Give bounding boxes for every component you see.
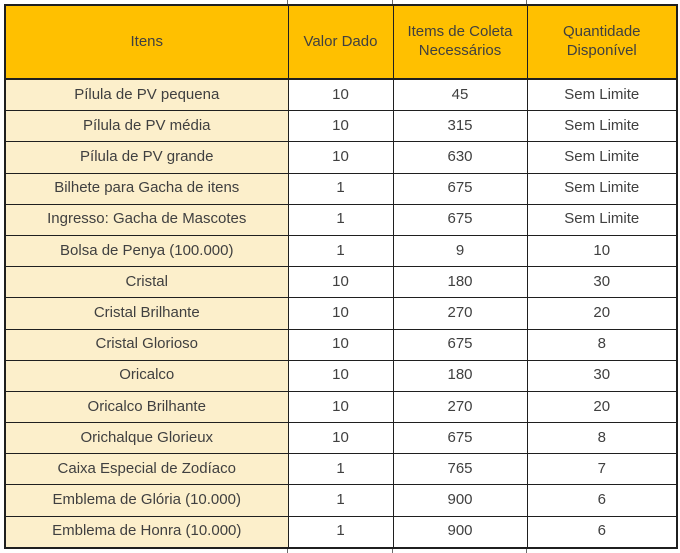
valor-dado-cell: 10: [288, 391, 393, 422]
item-name-cell: Pílula de PV grande: [5, 142, 288, 173]
quantidade-cell: 20: [527, 391, 677, 422]
valor-dado-cell: 1: [288, 235, 393, 266]
quantidade-cell: 6: [527, 516, 677, 548]
column-header-quantidade-disponivel: Quantidade Disponível: [527, 5, 677, 79]
items-coleta-cell: 675: [393, 423, 527, 454]
table-header-row: [5, 5, 677, 79]
items-coleta-cell: 630: [393, 142, 527, 173]
items-coleta-cell: 900: [393, 485, 527, 516]
item-name-cell: Cristal Brilhante: [5, 298, 288, 329]
gridline-stub: [392, 549, 393, 553]
item-name-cell: Cristal: [5, 267, 288, 298]
valor-dado-cell: 1: [288, 204, 393, 235]
table-row: [5, 454, 677, 485]
items-coleta-cell: 9: [393, 235, 527, 266]
items-coleta-cell: 675: [393, 173, 527, 204]
item-name-cell: Pílula de PV pequena: [5, 79, 288, 111]
quantidade-cell: 30: [527, 360, 677, 391]
table-row: [5, 298, 677, 329]
quantidade-cell: 30: [527, 267, 677, 298]
gridline-stub: [287, 0, 288, 4]
item-name-cell: Pílula de PV média: [5, 111, 288, 142]
item-name-cell: Bolsa de Penya (100.000): [5, 235, 288, 266]
valor-dado-cell: 10: [288, 423, 393, 454]
table-body: [5, 79, 677, 548]
table-row: [5, 516, 677, 548]
table-row: [5, 173, 677, 204]
gridline-stub: [287, 549, 288, 553]
items-coleta-cell: 675: [393, 204, 527, 235]
quantidade-cell: 7: [527, 454, 677, 485]
item-name-cell: Oricalco Brilhante: [5, 391, 288, 422]
quantidade-cell: 6: [527, 485, 677, 516]
valor-dado-cell: 10: [288, 142, 393, 173]
valor-dado-cell: 10: [288, 79, 393, 111]
table-row: [5, 423, 677, 454]
valor-dado-cell: 1: [288, 454, 393, 485]
items-coleta-cell: 45: [393, 79, 527, 111]
column-header-valor-dado: Valor Dado: [288, 5, 393, 79]
table-row: [5, 79, 677, 111]
valor-dado-cell: 10: [288, 267, 393, 298]
items-coleta-cell: 180: [393, 267, 527, 298]
items-coleta-cell: 270: [393, 298, 527, 329]
valor-dado-cell: 10: [288, 111, 393, 142]
item-name-cell: Orichalque Glorieux: [5, 423, 288, 454]
item-name-cell: Caixa Especial de Zodíaco: [5, 454, 288, 485]
quantidade-cell: Sem Limite: [527, 111, 677, 142]
quantidade-cell: Sem Limite: [527, 79, 677, 111]
table-row: [5, 360, 677, 391]
items-coleta-cell: 180: [393, 360, 527, 391]
item-name-cell: Cristal Glorioso: [5, 329, 288, 360]
column-header-itens: Itens: [5, 5, 288, 79]
table-row: [5, 235, 677, 266]
table-row: [5, 485, 677, 516]
valor-dado-cell: 10: [288, 360, 393, 391]
table-row: [5, 329, 677, 360]
valor-dado-cell: 1: [288, 173, 393, 204]
item-name-cell: Ingresso: Gacha de Mascotes: [5, 204, 288, 235]
data-table: [4, 4, 678, 549]
quantidade-cell: 10: [527, 235, 677, 266]
item-name-cell: Emblema de Glória (10.000): [5, 485, 288, 516]
valor-dado-cell: 1: [288, 485, 393, 516]
quantidade-cell: 8: [527, 329, 677, 360]
quantidade-cell: Sem Limite: [527, 204, 677, 235]
quantidade-cell: Sem Limite: [527, 173, 677, 204]
items-coleta-cell: 315: [393, 111, 527, 142]
table-row: [5, 142, 677, 173]
column-header-items-de-coleta: Items de Coleta Necessários: [393, 5, 527, 79]
table-row: [5, 204, 677, 235]
items-coleta-cell: 270: [393, 391, 527, 422]
gridline-stub: [392, 0, 393, 4]
quantidade-cell: 8: [527, 423, 677, 454]
valor-dado-cell: 10: [288, 329, 393, 360]
items-coleta-cell: 675: [393, 329, 527, 360]
valor-dado-cell: 10: [288, 298, 393, 329]
item-name-cell: Oricalco: [5, 360, 288, 391]
gridline-stub: [526, 0, 527, 4]
item-name-cell: Emblema de Honra (10.000): [5, 516, 288, 548]
table-row: [5, 267, 677, 298]
valor-dado-cell: 1: [288, 516, 393, 548]
item-name-cell: Bilhete para Gacha de itens: [5, 173, 288, 204]
table-row: [5, 391, 677, 422]
quantidade-cell: Sem Limite: [527, 142, 677, 173]
quantidade-cell: 20: [527, 298, 677, 329]
items-coleta-cell: 765: [393, 454, 527, 485]
gridline-stub: [526, 549, 527, 553]
items-coleta-cell: 900: [393, 516, 527, 548]
table-row: [5, 111, 677, 142]
